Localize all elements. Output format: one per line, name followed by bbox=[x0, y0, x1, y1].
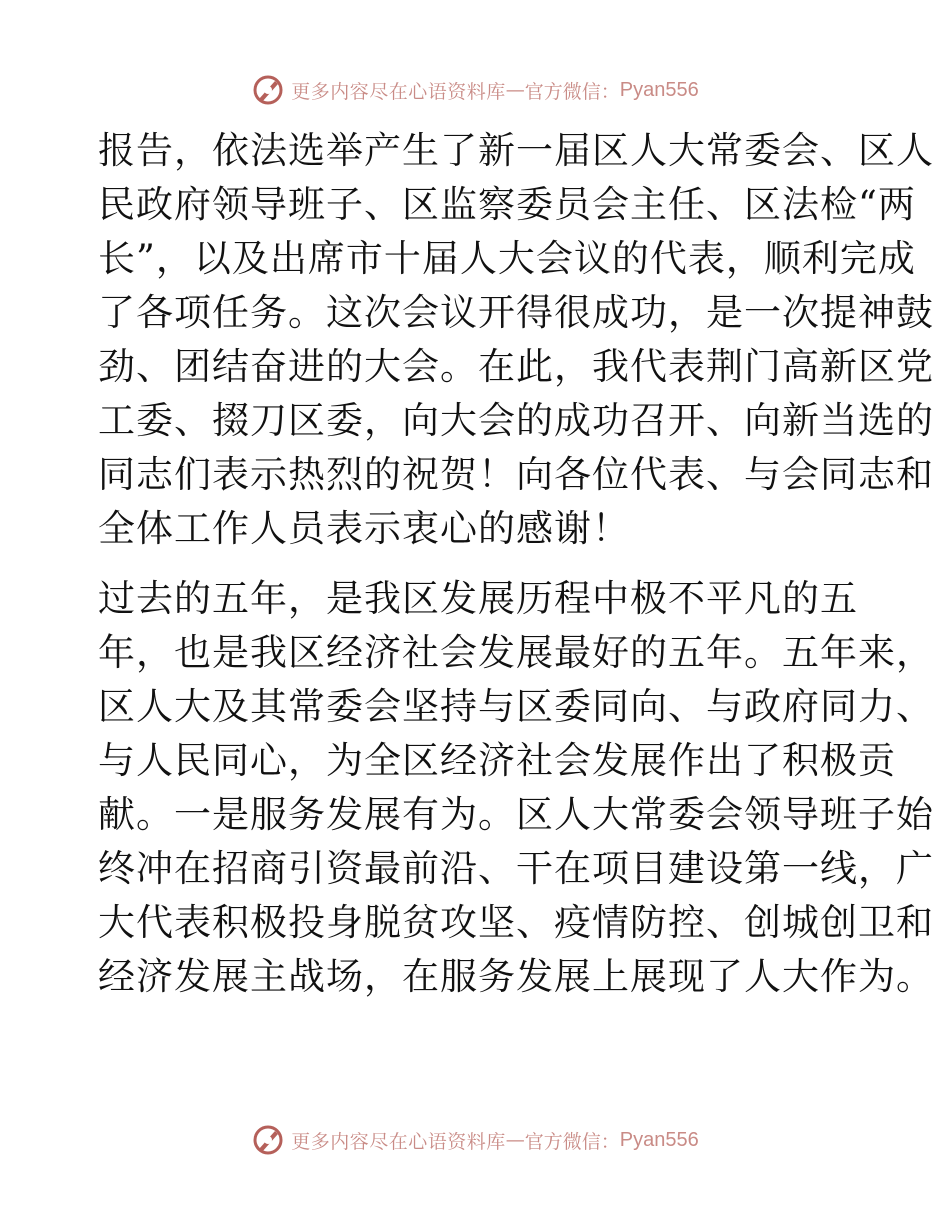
text-line: 与人民同心，为全区经济社会发展作出了积极贡 bbox=[98, 739, 896, 782]
text-line: 报告，依法选举产生了新一届区人大常委会、区人 bbox=[98, 129, 934, 172]
footer-separator: — bbox=[505, 1129, 525, 1151]
header-banner bbox=[0, 72, 950, 108]
header-wechat-label: 官方微信： bbox=[524, 80, 620, 103]
text-line: 劲、团结奋进的大会。在此，我代表荆门高新区党 bbox=[98, 345, 934, 388]
footer-wechat-id: Pyan556 bbox=[619, 1128, 699, 1151]
text-line: 经济发展主战场，在服务发展上展现了人大作为。 bbox=[98, 955, 934, 998]
header-site-text: 更多内容尽在心语资料库 bbox=[291, 80, 506, 103]
text-line: 终冲在招商引资最前沿、干在项目建设第一线，广 bbox=[98, 847, 934, 890]
text-line: 全体工作人员表示衷心的感谢！ bbox=[98, 507, 630, 550]
text-line: 工委、掇刀区委，向大会的成功召开、向新当选的 bbox=[98, 399, 934, 442]
text-line: 了各项任务。这次会议开得很成功，是一次提神鼓 bbox=[98, 291, 934, 334]
text-line: 区人大及其常委会坚持与区委同向、与政府同力、 bbox=[98, 685, 934, 728]
text-line: 同志们表示热烈的祝贺！向各位代表、与会同志和 bbox=[98, 453, 934, 496]
document-body bbox=[98, 124, 934, 1004]
text-line: 过去的五年，是我区发展历程中极不平凡的五 bbox=[98, 577, 858, 620]
footer-site-text: 更多内容尽在心语资料库 bbox=[291, 1130, 506, 1153]
text-line: 大代表积极投身脱贫攻坚、疫情防控、创城创卫和 bbox=[98, 901, 934, 944]
paragraph-1 bbox=[98, 124, 934, 556]
text-line: 长”，以及出席市十届人大会议的代表，顺利完成 bbox=[98, 237, 916, 280]
header-separator: — bbox=[505, 79, 525, 101]
footer-banner bbox=[0, 1122, 950, 1158]
footer-wechat-label: 官方微信： bbox=[524, 1130, 620, 1153]
text-line: 年，也是我区经济社会发展最好的五年。五年来， bbox=[98, 631, 934, 674]
pen-circle-icon bbox=[251, 1123, 285, 1157]
paragraph-2 bbox=[98, 572, 934, 1004]
text-line: 民政府领导班子、区监察委员会主任、区法检“两 bbox=[98, 183, 916, 226]
header-wechat-id: Pyan556 bbox=[619, 78, 699, 101]
text-line: 献。一是服务发展有为。区人大常委会领导班子始 bbox=[98, 793, 934, 836]
pen-circle-icon bbox=[251, 73, 285, 107]
